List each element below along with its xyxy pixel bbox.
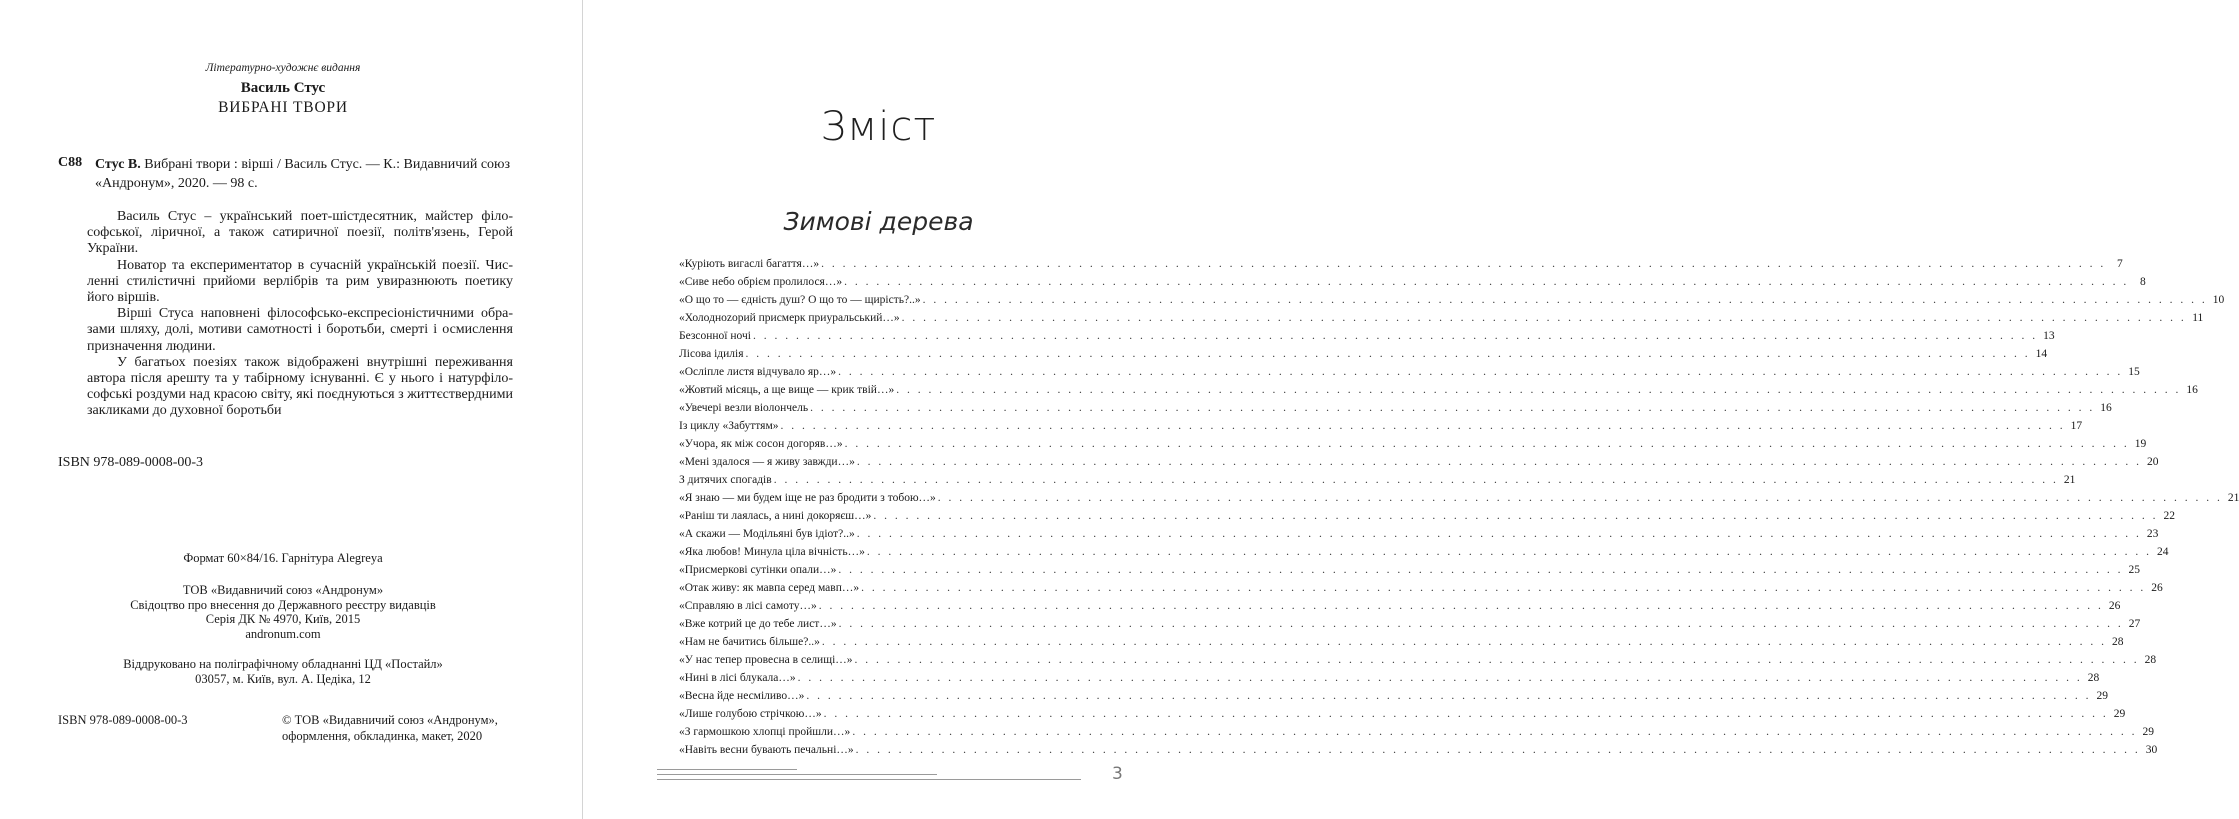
toc-dot-leader: . . . . . . . . . . . . . . . . . . . . . . . . . . . . . . . . . . . . . . . . . . . . . . . . . . . . . . . . . . . . . . . . . . . . . . . . . . . . . . . . . . . . . . . . . . . . . . . . . . . . . . . . . . . . . . . . . . . . . . . . xyxy=(745,348,2031,360)
copyright-line: © ТОВ «Видавничий союз «Андронум», xyxy=(282,713,498,727)
annotation-paragraph: У багатьох поезіях також відображені внутрішні переживання автора після арешту та у табірному існуванні. Є у нього і натурфілософські роздуми над красою світу, які поєднуються з життєствердними закликами до духовної боротьби xyxy=(87,354,513,419)
toc-entry-title: «Жовтий місяць, а ще вище — крик твій…» xyxy=(679,384,895,396)
toc-entry[interactable] xyxy=(679,744,2158,762)
printing-address: 03057, м. Київ, вул. А. Цедіка, 12 xyxy=(195,671,371,686)
toc-entry-title: «Справляю в лісі самоту…» xyxy=(679,600,817,612)
toc-entry[interactable] xyxy=(679,636,2124,654)
toc-entry[interactable] xyxy=(679,690,2109,708)
printing-block xyxy=(0,657,566,686)
toc-entry-page: 11 xyxy=(2192,312,2204,324)
udc-code: С88 xyxy=(58,155,83,170)
toc-entry-title: «Навіть весни бувають печальні…» xyxy=(679,744,854,756)
toc-dot-leader: . . . . . . . . . . . . . . . . . . . . . . . . . . . . . . . . . . . . . . . . . . . . . . . . . . . . . . . . . . . . . . . . . . . . . . . . . . . . . . . . . . . . . . . . . . . . . . . . . . . . . . . . . . . . . . . . . . . . . . . . xyxy=(818,600,2104,612)
annotation-paragraph: Василь Стус – український поет-шістдесятник, майстер філософської, ліричної, а також сатиричної поезії, політв'язень, Герой України. xyxy=(87,209,513,257)
toc-dot-leader: . . . . . . . . . . . . . . . . . . . . . . . . . . . . . . . . . . . . . . . . . . . . . . . . . . . . . . . . . . . . . . . . . . . . . . . . . . . . . . . . . . . . . . . . . . . . . . . . . . . . . . . . . . . . . . . . . . . . . . . . xyxy=(810,402,2095,414)
toc-entry[interactable] xyxy=(679,366,2140,384)
toc-entry-title: «Раніш ти лаялась, а нині докоряєш…» xyxy=(679,510,872,522)
section-heading: Зимові дерева xyxy=(783,207,974,236)
toc-dot-leader: . . . . . . . . . . . . . . . . . . . . . . . . . . . . . . . . . . . . . . . . . . . . . . . . . . . . . . . . . . . . . . . . . . . . . . . . . . . . . . . . . . . . . . . . . . . . . . . . . . . . . . . . . . . . . . . . . . . . . . . . xyxy=(838,564,2124,576)
toc-dot-leader: . . . . . . . . . . . . . . . . . . . . . . . . . . . . . . . . . . . . . . . . . . . . . . . . . . . . . . . . . . . . . . . . . . . . . . . . . . . . . . . . . . . . . . . . . . . . . . . . . . . . . . . . . . . . . . . . . . . . . . . . xyxy=(797,672,2083,684)
toc-entry-title: «Учора, як між сосон догоряв…» xyxy=(679,438,843,450)
toc-entry-page: 29 xyxy=(2096,690,2109,702)
toc-entry-page: 26 xyxy=(2108,600,2121,612)
toc-entry-title: Лісова ідилія xyxy=(679,348,744,360)
toc-entry-title: Безсонної ночі xyxy=(679,330,751,342)
toc-dot-leader: . . . . . . . . . . . . . . . . . . . . . . . . . . . . . . . . . . . . . . . . . . . . . . . . . . . . . . . . . . . . . . . . . . . . . . . . . . . . . . . . . . . . . . . . . . . . . . . . . . . . . . . . . . . . . . . . . . . . . . . . xyxy=(773,474,2059,486)
toc-entry-title: «Присмеркові сутінки опали…» xyxy=(679,564,837,576)
toc-entry[interactable] xyxy=(679,564,2141,582)
toc-entry[interactable] xyxy=(679,546,2169,564)
copyright-line: оформлення, обкладинка, макет, 2020 xyxy=(282,728,483,743)
right-page-contents xyxy=(583,0,2239,819)
toc-dot-leader: . . . . . . . . . . . . . . . . . . . . . . . . . . . . . . . . . . . . . . . . . . . . . . . . . . . . . . . . . . . . . . . . . . . . . . . . . . . . . . . . . . . . . . . . . . . . . . . . . . . . . . . . . . . . . . . . . . . . . . . . xyxy=(873,510,2159,522)
toc-dot-leader: . . . . . . . . . . . . . . . . . . . . . . . . . . . . . . . . . . . . . . . . . . . . . . . . . . . . . . . . . . . . . . . . . . . . . . . . . . . . . . . . . . . . . . . . . . . . . . . . . . . . . . . . . . . . . . . . . . . . . . . . xyxy=(856,528,2142,540)
toc-dot-leader: . . . . . . . . . . . . . . . . . . . . . . . . . . . . . . . . . . . . . . . . . . . . . . . . . . . . . . . . . . . . . . . . . . . . . . . . . . . . . . . . . . . . . . . . . . . . . . . . . . . . . . . . . . . . . . . . . . . . . . . . xyxy=(823,708,2109,720)
toc-entry-title: «Увечері везли віолончель xyxy=(679,402,809,414)
toc-dot-leader: . . . . . . . . . . . . . . . . . . . . . . . . . . . . . . . . . . . . . . . . . . . . . . . . . . . . . . . . . . . . . . . . . . . . . . . . . . . . . . . . . . . . . . . . . . . . . . . . . . . . . . . . . . . . . . . . . . . . . . . . xyxy=(901,312,2187,324)
toc-entry-page: 20 xyxy=(2146,456,2159,468)
page-number: 3 xyxy=(1112,764,1123,784)
toc-entry-title: «Куріють вигаслі багаття…» xyxy=(679,258,820,270)
toc-entry-page: 17 xyxy=(2070,420,2083,432)
toc-entry-title: «Осліпле листя відчувало яр…» xyxy=(679,366,837,378)
toc-entry-title: «Сиве небо обрієм пролилося…» xyxy=(679,276,843,288)
publisher-line: ТОВ «Видавничий союз «Андронум» xyxy=(182,583,384,597)
toc-entry-title: Із циклу «Забуттям» xyxy=(679,420,779,432)
toc-entry-title: «Я знаю — ми будем іще не раз бродити з тобою…» xyxy=(679,492,936,504)
toc-entry[interactable] xyxy=(679,474,2076,492)
toc-dot-leader: . . . . . . . . . . . . . . . . . . . . . . . . . . . . . . . . . . . . . . . . . . . . . . . . . . . . . . . . . . . . . . . . . . . . . . . . . . . . . . . . . . . . . . . . . . . . . . . . . . . . . . . . . . . . . . . . . . . . . . . . xyxy=(852,726,2137,738)
toc-dot-leader: . . . . . . . . . . . . . . . . . . . . . . . . . . . . . . . . . . . . . . . . . . . . . . . . . . . . . . . . . . . . . . . . . . . . . . . . . . . . . . . . . . . . . . . . . . . . . . . . . . . . . . . . . . . . . . . . . . . . . . . . xyxy=(844,276,2129,288)
publisher-block xyxy=(0,583,566,641)
toc-entry-title: «Вже котрий це до тебе лист…» xyxy=(679,618,837,630)
toc-entry-title: «Холодноzорий присмерк приуральський…» xyxy=(679,312,900,324)
toc-entry[interactable] xyxy=(679,672,2100,690)
toc-entry[interactable] xyxy=(679,294,2225,312)
toc-entry-title: З дитячих спогадів xyxy=(679,474,772,486)
toc-entry-page: 21 xyxy=(2227,492,2239,504)
toc-dot-leader: . . . . . . . . . . . . . . . . . . . . . . . . . . . . . . . . . . . . . . . . . . . . . . . . . . . . . . . . . . . . . . . . . . . . . . . . . . . . . . . . . . . . . . . . . . . . . . . . . . . . . . . . . . . . . . . . . . . . . . . . xyxy=(854,654,2140,666)
toc-entry[interactable] xyxy=(679,420,2083,438)
biblio-description: Вибрані твори : вірші / Василь Стус. — К.: Видавничий союз «Андронум», 2020. — 98 с. xyxy=(95,157,511,191)
decorative-lines xyxy=(657,768,1087,784)
toc-entry[interactable] xyxy=(679,402,2112,420)
toc-dot-leader: . . . . . . . . . . . . . . . . . . . . . . . . . . . . . . . . . . . . . . . . . . . . . . . . . . . . . . . . . . . . . . . . . . . . . . . . . . . . . . . . . . . . . . . . . . . . . . . . . . . . . . . . . . . . . . . . . . . . . . . . xyxy=(821,636,2107,648)
toc-entry-title: «О що то — єдність душ? О що то — щирість?..» xyxy=(679,294,921,306)
isbn-footer: ISBN 978-089-0008-00-3 xyxy=(58,713,188,727)
toc-entry-title: «Мені здалося — я живу завжди…» xyxy=(679,456,855,468)
toc-dot-leader: . . . . . . . . . . . . . . . . . . . . . . . . . . . . . . . . . . . . . . . . . . . . . . . . . . . . . . . . . . . . . . . . . . . . . . . . . . . . . . . . . . . . . . . . . . . . . . . . . . . . . . . . . . . . . . . . . . . . . . . . xyxy=(896,384,2181,396)
annotation xyxy=(87,209,513,420)
toc-dot-leader: . . . . . . . . . . . . . . . . . . . . . . . . . . . . . . . . . . . . . . . . . . . . . . . . . . . . . . . . . . . . . . . . . . . . . . . . . . . . . . . . . . . . . . . . . . . . . . . . . . . . . . . . . . . . . . . . . . . . . . . . xyxy=(861,582,2146,594)
toc-dot-leader: . . . . . . . . . . . . . . . . . . . . . . . . . . . . . . . . . . . . . . . . . . . . . . . . . . . . . . . . . . . . . . . . . . . . . . . . . . . . . . . . . . . . . . . . . . . . . . . . . . . . . . . . . . . . . . . . . . . . . . . . xyxy=(806,690,2092,702)
toc-dot-leader: . . . . . . . . . . . . . . . . . . . . . . . . . . . . . . . . . . . . . . . . . . . . . . . . . . . . . . . . . . . . . . . . . . . . . . . . . . . . . . . . . . . . . . . . . . . . . . . . . . . . . . . . . . . . . . . . . . . . . . . . xyxy=(855,744,2141,756)
toc-entry-page: 28 xyxy=(2112,636,2124,648)
toc-entry-page: 14 xyxy=(2035,348,2048,360)
toc-entry-page: 10 xyxy=(2212,294,2225,306)
toc-entry-page: 30 xyxy=(2145,744,2158,756)
toc-entry-title: «Весна йде несміливо…» xyxy=(679,690,805,702)
toc-entry-page: 24 xyxy=(2156,546,2169,558)
toc-entry[interactable] xyxy=(679,330,2055,348)
contents-heading: Зміст xyxy=(820,104,937,150)
toc-entry[interactable] xyxy=(679,528,2159,546)
toc-dot-leader: . . . . . . . . . . . . . . . . . . . . . . . . . . . . . . . . . . . . . . . . . . . . . . . . . . . . . . . . . . . . . . . . . . . . . . . . . . . . . . . . . . . . . . . . . . . . . . . . . . . . . . . . . . . . . . . . . . . . . . . . xyxy=(838,618,2124,630)
toc-entry[interactable] xyxy=(679,312,2204,330)
toc-entry-page: 8 xyxy=(2139,276,2146,288)
toc-entry-page: 29 xyxy=(2142,726,2154,738)
toc-dot-leader: . . . . . . . . . . . . . . . . . . . . . . . . . . . . . . . . . . . . . . . . . . . . . . . . . . . . . . . . . . . . . . . . . . . . . . . . . . . . . . . . . . . . . . . . . . . . . . . . . . . . . . . . . . . . . . . . . . . . . . . . xyxy=(922,294,2208,306)
toc-dot-leader: . . . . . . . . . . . . . . . . . . . . . . . . . . . . . . . . . . . . . . . . . . . . . . . . . . . . . . . . . . . . . . . . . . . . . . . . . . . . . . . . . . . . . . . . . . . . . . . . . . . . . . . . . . . . . . . . . . . . . . . . xyxy=(780,420,2066,432)
toc-entry-title: «Нам не бачитись більше?..» xyxy=(679,636,820,648)
copyright-block xyxy=(282,713,498,744)
toc-entry-title: «У нас тепер провесна в селищі…» xyxy=(679,654,853,666)
bibliographic-entry xyxy=(95,155,513,193)
toc-entry-page: 22 xyxy=(2163,510,2176,522)
toc-entry-title: «Яка любов! Минула ціла вічність…» xyxy=(679,546,865,558)
printing-line: Віддруковано на поліграфічному обладнанні ЦД «Постайл» xyxy=(123,657,443,671)
toc-entry[interactable] xyxy=(679,456,2159,474)
toc-entry-page: 25 xyxy=(2128,564,2141,576)
toc-dot-leader: . . . . . . . . . . . . . . . . . . . . . . . . . . . . . . . . . . . . . . . . . . . . . . . . . . . . . . . . . . . . . . . . . . . . . . . . . . . . . . . . . . . . . . . . . . . . . . . . . . . . . . . . . . . . . . . . . . . . . . . . xyxy=(752,330,2038,342)
publisher-website: andronum.com xyxy=(245,626,321,641)
publisher-line: Свідоцтво про внесення до Державного реєстру видавців xyxy=(130,597,436,612)
toc-entry[interactable] xyxy=(679,276,2146,294)
left-page-imprint xyxy=(0,0,582,819)
table-of-contents xyxy=(679,258,2239,762)
toc-entry-page: 26 xyxy=(2151,582,2163,594)
biblio-author: Стус В. xyxy=(95,157,141,172)
toc-entry[interactable] xyxy=(679,600,2121,618)
book-title: ВИБРАНІ ТВОРИ xyxy=(218,99,348,116)
toc-entry[interactable] xyxy=(679,654,2157,672)
toc-entry-page: 16 xyxy=(2186,384,2198,396)
toc-entry[interactable] xyxy=(679,618,2141,636)
toc-entry-title: «Лише голубою стрічкою…» xyxy=(679,708,822,720)
toc-entry-page: 21 xyxy=(2063,474,2076,486)
toc-entry-title: «Отак живу: як мавпа серед мавп…» xyxy=(679,582,860,594)
toc-entry-page: 28 xyxy=(2087,672,2100,684)
annotation-paragraph: Вірші Стуса наповнені філософсько-експресіоністичними образами шляху, долі, мотиви самотності і боротьби, смерті і осмислення призначення людини. xyxy=(87,306,513,354)
toc-entry-title: «З гармошкою хлопці пройшли…» xyxy=(679,726,851,738)
toc-dot-leader: . . . . . . . . . . . . . . . . . . . . . . . . . . . . . . . . . . . . . . . . . . . . . . . . . . . . . . . . . . . . . . . . . . . . . . . . . . . . . . . . . . . . . . . . . . . . . . . . . . . . . . . . . . . . . . . . . . . . . . . . xyxy=(838,366,2123,378)
isbn-main: ISBN 978-089-0008-00-3 xyxy=(58,455,204,470)
publisher-line: Серія ДК № 4970, Київ, 2015 xyxy=(205,612,361,626)
toc-entry-page: 29 xyxy=(2113,708,2126,720)
toc-entry[interactable] xyxy=(679,438,2147,456)
toc-dot-leader: . . . . . . . . . . . . . . . . . . . . . . . . . . . . . . . . . . . . . . . . . . . . . . . . . . . . . . . . . . . . . . . . . . . . . . . . . . . . . . . . . . . . . . . . . . . . . . . . . . . . . . . . . . . . . . . . . . . . . . . . xyxy=(844,438,2130,450)
toc-dot-leader: . . . . . . . . . . . . . . . . . . . . . . . . . . . . . . . . . . . . . . . . . . . . . . . . . . . . . . . . . . . . . . . . . . . . . . . . . . . . . . . . . . . . . . . . . . . . . . . . . . . . . . . . . . . . . . . . . . . . . . . . xyxy=(866,546,2152,558)
author-name: Василь Стус xyxy=(240,80,326,96)
toc-entry-page: 23 xyxy=(2146,528,2159,540)
toc-dot-leader: . . . . . . . . . . . . . . . . . . . . . . . . . . . . . . . . . . . . . . . . . . . . . . . . . . . . . . . . . . . . . . . . . . . . . . . . . . . . . . . . . . . . . . . . . . . . . . . . . . . . . . . . . . . . . . . . . . . . . . . . xyxy=(821,258,2106,270)
toc-dot-leader: . . . . . . . . . . . . . . . . . . . . . . . . . . . . . . . . . . . . . . . . . . . . . . . . . . . . . . . . . . . . . . . . . . . . . . . . . . . . . . . . . . . . . . . . . . . . . . . . . . . . . . . . . . . . . . . . . . . . . . . . xyxy=(856,456,2142,468)
toc-entry[interactable] xyxy=(679,384,2198,402)
toc-entry[interactable] xyxy=(679,348,2048,366)
toc-entry[interactable] xyxy=(679,726,2154,744)
series-line: Літературно-художнє видання xyxy=(205,62,361,74)
toc-entry[interactable] xyxy=(679,708,2126,726)
toc-entry-page: 13 xyxy=(2043,330,2055,342)
toc-entry-page: 19 xyxy=(2134,438,2147,450)
toc-entry-page: 16 xyxy=(2100,402,2112,414)
annotation-paragraph: Новатор та експериментатор в сучасній українській поезії. Численні стилістичні прийоми верлібрів та рим увиразнюють поетику його віршів. xyxy=(87,257,513,306)
toc-entry-page: 28 xyxy=(2144,654,2157,666)
toc-entry-page: 27 xyxy=(2128,618,2141,630)
format-line: Формат 60×84/16. Гарнітура Alegreya xyxy=(183,551,383,565)
toc-entry[interactable] xyxy=(679,510,2176,528)
toc-entry[interactable] xyxy=(679,258,2123,276)
toc-entry-title: «А скажи — Модільяні був ідіот?..» xyxy=(679,528,855,540)
toc-entry-title: «Нині в лісі блукала…» xyxy=(679,672,796,684)
toc-entry[interactable] xyxy=(679,492,2239,510)
toc-entry-page: 15 xyxy=(2128,366,2140,378)
toc-entry-page: 7 xyxy=(2116,258,2123,270)
toc-entry[interactable] xyxy=(679,582,2163,600)
toc-dot-leader: . . . . . . . . . . . . . . . . . . . . . . . . . . . . . . . . . . . . . . . . . . . . . . . . . . . . . . . . . . . . . . . . . . . . . . . . . . . . . . . . . . . . . . . . . . . . . . . . . . . . . . . . . . . . . . . . . . . . . . . . xyxy=(937,492,2223,504)
